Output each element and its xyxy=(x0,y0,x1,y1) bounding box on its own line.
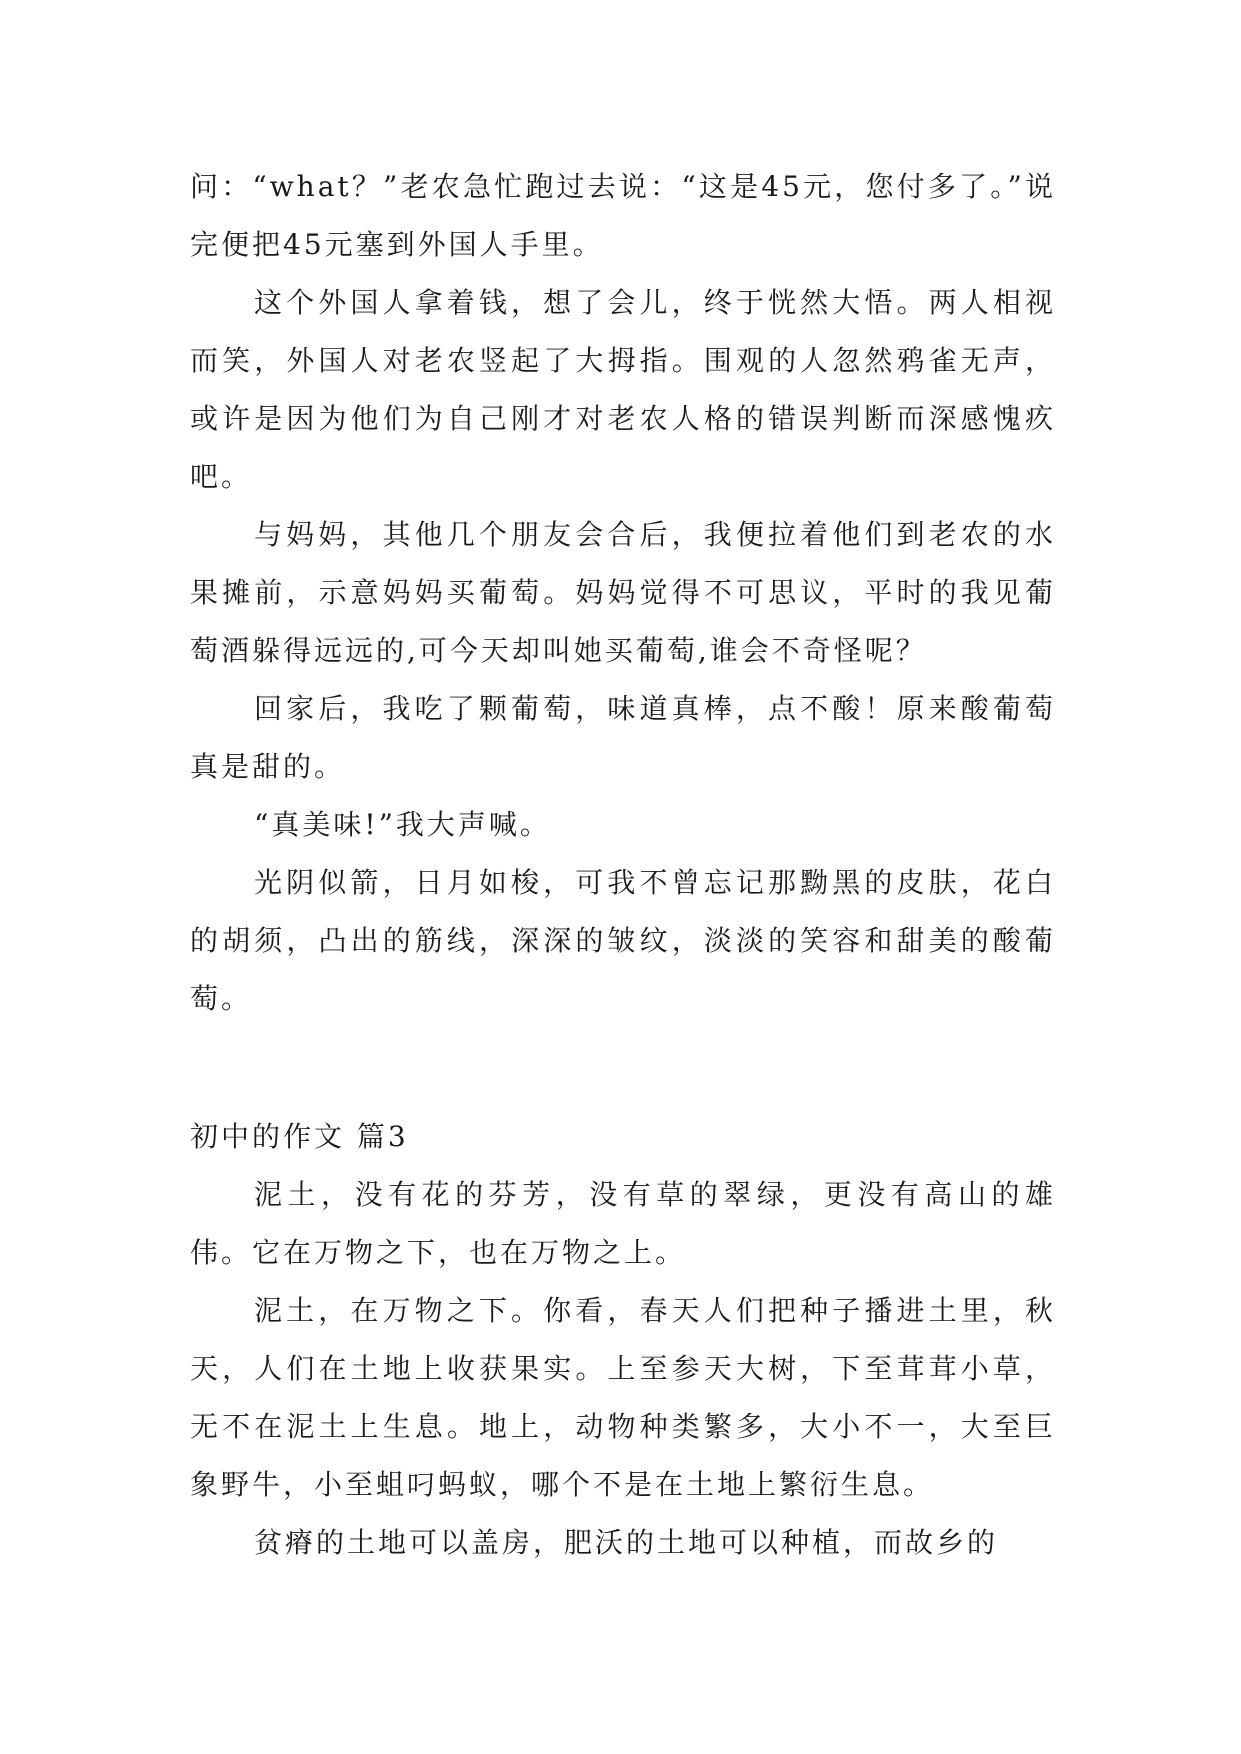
paragraph-5: “真美味!”我大声喊。 xyxy=(254,808,551,841)
paragraph-8: 泥土，在万物之下。你看，春天人们把种子播进土里，秋天，人们在土地上收获果实。上至参天大树，下至茸茸小草，无不在泥土上生息。地上，动物种类繁多，大小不一，大至巨象野牛，小至蛆叼蚂蚁，哪个不是在土地上繁衍生息。 xyxy=(190,1294,1056,1501)
paragraph-6: 光阴似箭，日月如梭，可我不曾忘记那黝黑的皮肤，花白的胡须，凸出的筋线，深深的皱纹，淡淡的笑容和甜美的酸葡萄。 xyxy=(190,866,1056,1015)
paragraph-7: 泥土，没有花的芬芳，没有草的翠绿，更没有高山的雄伟。它在万物之下，也在万物之上。 xyxy=(190,1178,1056,1269)
paragraph-3: 与妈妈，其他几个朋友会合后，我便拉着他们到老农的水果摊前，示意妈妈买葡萄。妈妈觉得不可思议，平时的我见葡萄酒躲得远远的,可今天却叫她买葡萄,谁会不奇怪呢？ xyxy=(190,518,1056,667)
section-heading: 初中的作文 篇3 xyxy=(190,1120,409,1153)
paragraph-4: 回家后，我吃了颗葡萄，味道真棒，点不酸！原来酸葡萄真是甜的。 xyxy=(190,692,1056,783)
paragraph-1: 问：“what？”老农急忙跑过去说：“这是45元，您付多了。”说完便把45元塞到外国人手里。 xyxy=(190,170,1056,261)
paragraph-2: 这个外国人拿着钱，想了会儿，终于恍然大悟。两人相视而笑，外国人对老农竖起了大拇指。围观的人忽然鸦雀无声，或许是因为他们为自己刚才对老农人格的错误判断而深感愧疚吧。 xyxy=(190,286,1056,493)
paragraph-9: 贫瘠的土地可以盖房，肥沃的土地可以种植，而故乡的 xyxy=(254,1526,999,1559)
document-page xyxy=(190,158,1056,1572)
